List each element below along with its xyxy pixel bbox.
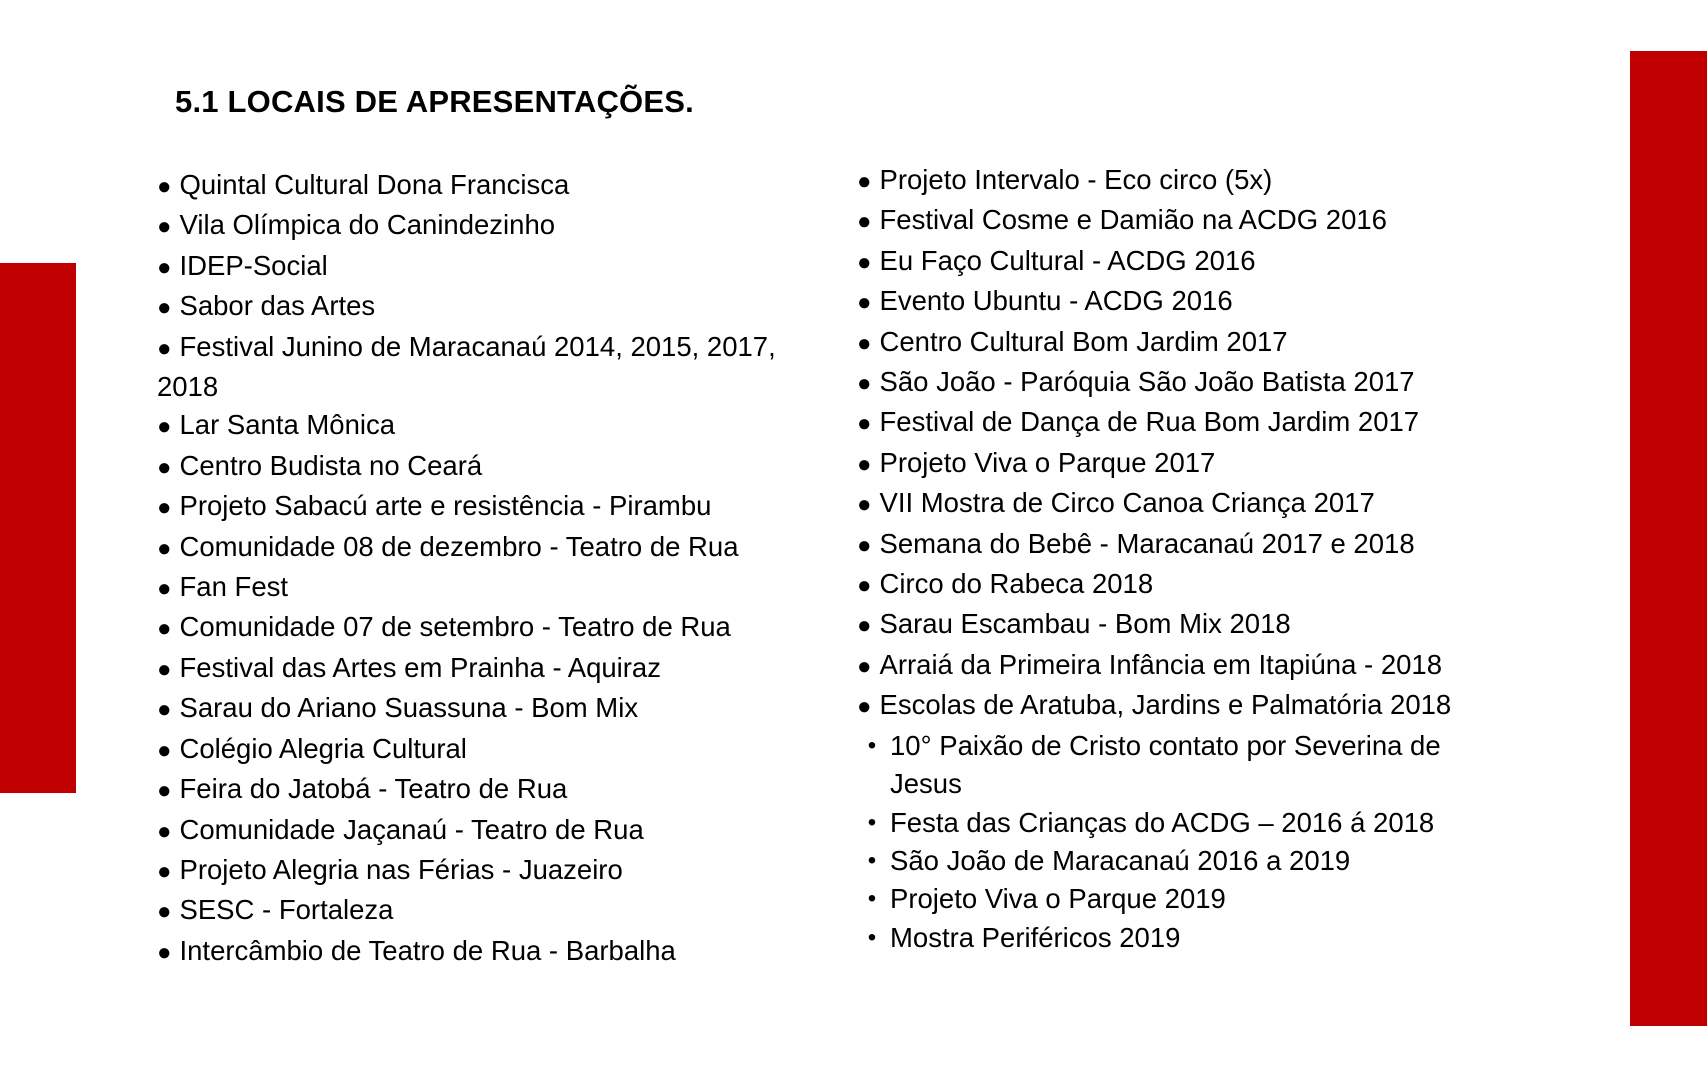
list-item: ● Festival Junino de Maracanaú 2014, 2015, 2017, 2018 <box>157 330 776 403</box>
list-item: ● Fan Fest <box>157 571 289 603</box>
left-accent-bar <box>0 263 76 793</box>
list-item: ● Vila Olímpica do Canindezinho <box>157 209 556 241</box>
list-item: ● Lar Santa Mônica <box>157 409 396 441</box>
list-item: ● São João - Paróquia São João Batista 2017 <box>857 366 1415 398</box>
bullet-icon: ● <box>157 736 172 764</box>
bullet-icon: ● <box>157 213 172 241</box>
list-item: ● Intercâmbio de Teatro de Rua - Barbalha <box>157 934 676 966</box>
bullet-icon: ● <box>857 693 872 721</box>
list-item: • 10° Paixão de Cristo contato por Severina de Jesus <box>857 727 1497 804</box>
list-item: ● Quintal Cultural Dona Francisca <box>157 169 570 200</box>
bullet-icon: ● <box>857 491 872 519</box>
bullet-icon: ● <box>857 289 872 317</box>
list-item: ● Festival de Dança de Rua Bom Jardim 2017 <box>857 406 1420 438</box>
bullet-icon: ● <box>157 575 172 603</box>
list-item: ● Semana do Bebê - Maracanaú 2017 e 2018 <box>857 527 1415 559</box>
bullet-icon: ● <box>157 173 172 200</box>
bullet-icon: ● <box>857 370 872 398</box>
bullet-icon: ● <box>157 253 172 281</box>
bullet-icon: ● <box>157 615 172 643</box>
bullet-icon: ● <box>157 857 172 885</box>
bullet-icon: ● <box>157 334 172 362</box>
bullet-icon: ● <box>157 294 172 322</box>
list-item: ● Centro Budista no Ceará <box>157 449 483 481</box>
bullet-icon: • <box>867 885 877 913</box>
bullet-icon: • <box>867 846 877 874</box>
list-item: ● Comunidade Jaçanaú - Teatro de Rua <box>157 813 644 845</box>
list-item: ● Centro Cultural Bom Jardim 2017 <box>857 325 1288 357</box>
list-item: • Projeto Viva o Parque 2019 <box>857 880 1497 918</box>
bullet-icon: ● <box>157 453 172 481</box>
bullet-icon: ● <box>857 208 872 236</box>
list-item: ● Feira do Jatobá - Teatro de Rua <box>157 773 568 805</box>
bullet-icon: ● <box>857 572 872 600</box>
bullet-icon: ● <box>157 938 172 966</box>
list-item: ● Circo do Rabeca 2018 <box>857 568 1154 600</box>
list-item: ● VII Mostra de Circo Canoa Criança 2017 <box>857 487 1375 519</box>
list-item: • São João de Maracanaú 2016 a 2019 <box>857 842 1497 880</box>
bullet-icon: ● <box>857 652 872 680</box>
list-item: ● Comunidade 07 de setembro - Teatro de Rua <box>157 611 731 643</box>
list-item: ● Comunidade 08 de dezembro - Teatro de Rua <box>157 530 739 562</box>
bullet-icon: ● <box>157 413 172 441</box>
bullet-icon: ● <box>157 534 172 562</box>
bullet-icon: ● <box>157 817 172 845</box>
list-item: • Festa das Crianças do ACDG – 2016 á 2018 <box>857 804 1497 842</box>
list-item: ● Evento Ubuntu - ACDG 2016 <box>857 285 1233 317</box>
list-item: ● Escolas de Aratuba, Jardins e Palmatória 2018 <box>857 689 1452 721</box>
list-item: ● Sarau Escambau - Bom Mix 2018 <box>857 608 1291 640</box>
bullet-icon: ● <box>857 612 872 640</box>
bullet-icon: ● <box>157 898 172 926</box>
list-item: ● Festival Cosme e Damião na ACDG 2016 <box>857 204 1387 236</box>
bullet-icon: • <box>867 808 877 836</box>
bullet-icon: ● <box>857 329 872 357</box>
venues-list-left <box>157 166 797 972</box>
right-accent-bar <box>1630 51 1707 1026</box>
list-item: ● Arraiá da Primeira Infância em Itapiúna - 2018 <box>857 648 1443 680</box>
venues-list-right <box>857 161 1497 957</box>
bullet-icon: ● <box>157 494 172 522</box>
list-item: ● Festival das Artes em Prainha - Aquiraz <box>157 651 661 683</box>
list-item: ● Eu Faço Cultural - ACDG 2016 <box>857 244 1256 276</box>
list-item: ● Projeto Intervalo - Eco circo (5x) <box>857 164 1273 195</box>
list-item: ● Projeto Alegria nas Férias - Juazeiro <box>157 853 623 885</box>
bullet-icon: • <box>867 731 877 759</box>
list-item: ● Projeto Viva o Parque 2017 <box>857 446 1216 478</box>
list-item: • Mostra Periféricos 2019 <box>857 919 1497 957</box>
bullet-icon: ● <box>857 450 872 478</box>
bullet-icon: • <box>867 923 877 951</box>
bullet-icon: ● <box>857 248 872 276</box>
bullet-icon: ● <box>857 168 872 195</box>
bullet-icon: ● <box>157 777 172 805</box>
list-item: ● Sarau do Ariano Suassuna - Bom Mix <box>157 692 639 724</box>
bullet-icon: ● <box>157 696 172 724</box>
bullet-icon: ● <box>857 410 872 438</box>
page-title: 5.1 LOCAIS DE APRESENTAÇÕES. <box>175 84 694 119</box>
list-item: ● Colégio Alegria Cultural <box>157 732 467 764</box>
list-item: ● SESC - Fortaleza <box>157 894 394 926</box>
bullet-icon: ● <box>157 655 172 683</box>
list-item: ● IDEP-Social <box>157 249 328 281</box>
bullet-icon: ● <box>857 531 872 559</box>
list-item: ● Projeto Sabacú arte e resistência - Pirambu <box>157 490 712 522</box>
list-item: ● Sabor das Artes <box>157 290 376 322</box>
